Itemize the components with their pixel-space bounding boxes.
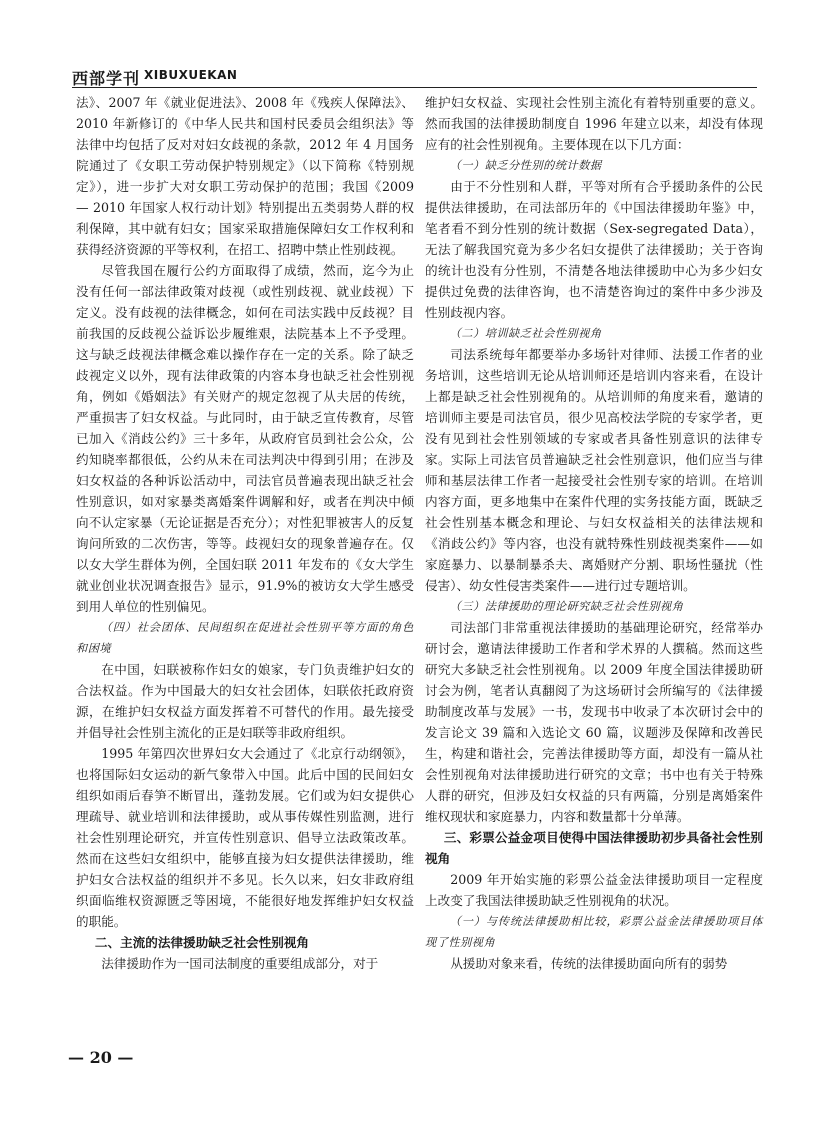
paragraph: 由于不分性别和人群，平等对所有合乎援助条件的公民提供法律援助，在司法部历年的《中国法律援助年鉴》中，笔者看不到分性别的统计数据（Sex-segregated Data），无法了解我国究竟为多少名妇女提供了法律援助；关于咨询的统计也没有分性别，不清楚各地法律援助中心为多少妇女提供过免费的法律咨询，也不清楚咨询过的案件中多少涉及性别歧视内容。 [425,179,763,320]
subsection-heading: （一）缺乏分性别的统计数据 [449,159,602,172]
right-column [425,92,763,974]
subsection-heading: （三）法律援助的理论研究缺乏社会性别视角 [449,600,684,613]
paragraph: 尽管我国在履行公约方面取得了成绩，然而，迄今为止没有任何一部法律政策对歧视（或性别歧视、就业歧视）下定义。没有歧视的法律概念，如何在司法实践中反歧视？目前我国的反歧视公益诉讼步履维艰，法院基本上不予受理。这与缺乏歧视法律概念难以操作存在一定的关系。除了缺乏歧视定义以外，现有法律政策的内容本身也缺乏社会性别视角，例如《婚姻法》有关财产的规定忽视了从夫居的传统，严重损害了妇女权益。与此同时，由于缺乏宣传教育，尽管已加入《消歧公约》三十多年，从政府官员到社会公众，公约知晓率都很低，公约从未在司法判决中得到引用；在涉及妇女权益的各种诉讼活动中，司法官员普遍表现出缺乏社会性别意识，如对家暴类离婚案件调解和好，或者在判决中倾向不认定家暴（无论证据是否充分）；对性犯罪被害人的反复询问所致的二次伤害，等等。歧视妇女的现象普遍存在。仅以女大学生群体为例，全国妇联 2011 年发布的《女大学生就业创业状况调查报告》显示，91.9%的被访女大学生感受到用人单位的性别偏见。 [76,263,414,614]
paragraph: 维护妇女权益、实现社会性别主流化有着特别重要的意义。然而我国的法律援助制度自 1996 年建立以来，却没有体现应有的社会性别视角。主要体现在以下几方面： [425,95,763,152]
paragraph: 司法系统每年都要举办多场针对律师、法援工作者的业务培训，这些培训无论从培训师还是培训内容来看，在设计上都是缺乏社会性别视角的。从培训师的角度来看，邀请的培训师主要是司法官员，很少见高校法学院的专家学者，更没有见到社会性别领域的专家或者具备性别意识的法律专家。实际上司法官员普遍缺乏社会性别意识，他们应当与律师和基层法律工作者一起接受社会性别专家的培训。在培训内容方面，更多地集中在案件代理的实务技能方面，既缺乏社会性别基本概念和理论、与妇女权益相关的法律法规和《消歧公约》等内容，也没有就特殊性别歧视类案件——如家庭暴力、以暴制暴杀夫、离婚财产分割、职场性骚扰（性侵害）、幼女性侵害类案件——进行过专题培训。 [425,347,763,593]
paragraph: 法》、2007 年《就业促进法》、2008 年《残疾人保障法》、2010 年新修订的《中华人民共和国村民委员会组织法》等法律中均包括了反对对妇女歧视的条款，2012 年 4 月国务院通过了《女职工劳动保护特别规定》（以下简称《特别规定》），进一步扩大对女职工劳动保护的范围；我国《2009 — 2010 年国家人权行动计划》特别提出五类弱势人群的权利保障，其中就有妇女；国家采取措施保障妇女工作权利和获得经济资源的平等权利，在招工、招聘中禁止性别歧视。 [76,95,414,257]
subsection-heading: （二）培训缺乏社会性别视角 [449,327,602,340]
paragraph: 2009 年开始实施的彩票公益金法律援助项目一定程度上改变了我国法律援助缺乏性别视角的状况。 [425,872,763,908]
paragraph: 1995 年第四次世界妇女大会通过了《北京行动纲领》，也将国际妇女运动的新气象带入中国。此后中国的民间妇女组织如雨后春笋不断冒出，蓬勃发展。它们或为妇女提供心理疏导、就业培训和法律援助，或从事传媒性别监测，进行社会性别理论研究，并宣传性别意识、倡导立法政策改革。然而在这些妇女组织中，能够直接为妇女提供法律援助，维护妇女合法权益的组织并不多见。长久以来，妇女非政府组织面临维权资源匮乏等困境，不能很好地发挥维护妇女权益的职能。 [76,746,414,929]
subsection-heading: （四）社会团体、民间组织在促进社会性别平等方面的角色和困境 [76,621,414,655]
paragraph: 法律援助作为一国司法制度的重要组成部分，对于 [101,956,379,971]
paragraph: 从援助对象来看，传统的法律援助面向所有的弱势 [450,956,728,971]
journal-title-cn: 西部学刊 [72,69,141,88]
subsection-heading: （一）与传统法律援助相比较，彩票公益金法律援助项目体现了性别视角 [425,915,763,949]
page-number: — 20 — [68,1048,134,1067]
paragraph: 在中国，妇联被称作妇女的娘家，专门负责维护妇女的合法权益。作为中国最大的妇女社会团体，妇联依托政府资源，在维护妇女权益方面发挥着不可替代的作用。最先接受并倡导社会性别主流化的正是妇联等非政府组织。 [76,662,414,740]
section-heading: 三、彩票公益金项目使得中国法律援助初步具备社会性别视角 [425,830,763,866]
left-column [76,92,414,974]
journal-title-en: XIBUXUEKAN [144,68,238,82]
paragraph: 司法部门非常重视法律援助的基础理论研究，经常举办研讨会，邀请法律援助工作者和学术界的人撰稿。然而这些研究大多缺乏社会性别视角。以 2009 年度全国法律援助研讨会为例，笔者认真翻阅了为这场研讨会所编写的《法律援助制度改革与发展》一书，发现书中收录了本次研讨会中的发言论文 39 篇和入选论文 60 篇，议题涉及保障和改善民生，构建和谐社会，完善法律援助等方面，却没有一篇从社会性别视角对法律援助进行研究的文章；书中也有关于特殊人群的研究，但涉及妇女权益的只有两篇，分别是离婚案件维权现状和家庭暴力，内容和数量都十分单薄。 [425,620,763,824]
section-heading: 二、主流的法律援助缺乏社会性别视角 [94,935,309,950]
header-rule [72,87,757,88]
